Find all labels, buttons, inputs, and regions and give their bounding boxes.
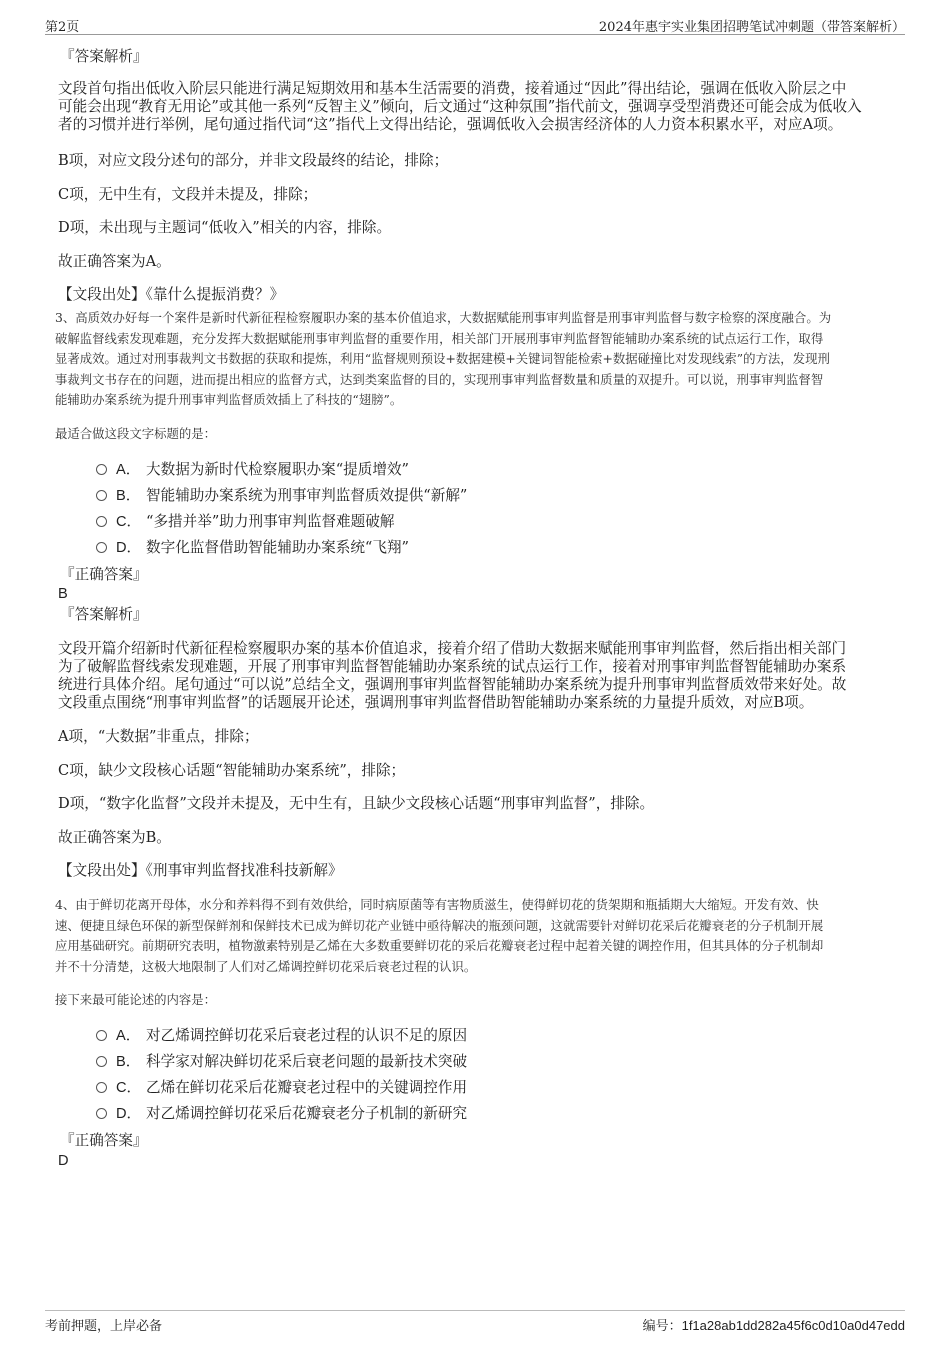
q3-option-a[interactable]: [96, 461, 409, 479]
option-text: 数字化监督借助智能辅助办案系统“飞翔”: [146, 539, 410, 556]
q3-c-note: C项，缺少文段核心话题“智能辅助办案系统”，排除；: [58, 762, 406, 779]
q3-option-c[interactable]: [96, 513, 394, 531]
q3-answer-label: 『正确答案』: [60, 566, 148, 583]
radio-icon[interactable]: [96, 1030, 107, 1041]
q3-option-b[interactable]: [96, 487, 467, 505]
option-letter: B．: [116, 488, 141, 504]
option-letter: B．: [116, 1054, 141, 1070]
q4-stem: [55, 895, 895, 977]
document-title: 2024年惠宇实业集团招聘笔试冲刺题（带答案解析）: [598, 20, 905, 35]
page-header: [45, 14, 905, 35]
q3-analysis-label: 『答案解析』: [60, 606, 148, 623]
q3-analysis-line: 文段重点围绕“刑事审判监督”的话题展开论述，强调刑事审判监督借助智能辅助办案系统的力量提升质效，对应B项。: [58, 694, 814, 711]
q4-stem-line: 应用基础研究。前期研究表明，植物激素特别是乙烯在大多数重要鲜切花的采后花瓣衰老过程中起着关键的调控作用，但其具体的分子机制却: [55, 938, 824, 953]
q3-answer: B: [58, 586, 68, 602]
q3-stem: [55, 308, 895, 411]
radio-icon[interactable]: [96, 1108, 107, 1119]
option-text: 对乙烯调控鲜切花采后花瓣衰老分子机制的新研究: [146, 1105, 468, 1122]
q3-stem-line: 显著成效。通过对刑事裁判文书数据的获取和提炼，利用“监督规则预设+数据建模+关键词智能检索+数据碰撞比对发现线索”的方法，发现刑: [55, 351, 830, 366]
q2-analysis-label: 『答案解析』: [60, 48, 148, 65]
option-letter: C．: [116, 514, 142, 530]
q3-a-note: A项，“大数据”非重点，排除；: [58, 728, 259, 745]
radio-icon[interactable]: [96, 516, 107, 527]
radio-icon[interactable]: [96, 1056, 107, 1067]
q2-analysis: [58, 80, 893, 134]
q3-analysis-line: 统进行具体介绍。尾句通过“可以说”总结全文，强调刑事审判监督智能辅助办案系统为提升刑事审判监督质效带来好处。故: [58, 676, 847, 693]
q2-b-note: B项，对应文段分述句的部分，并非文段最终的结论，排除；: [58, 152, 449, 169]
radio-icon[interactable]: [96, 542, 107, 553]
page-footer: [45, 1310, 905, 1335]
option-letter: C．: [116, 1080, 142, 1096]
option-letter: D．: [116, 1106, 142, 1122]
q4-stem-line: 速、便捷且绿色环保的新型保鲜剂和保鲜技术已成为鲜切花产业链中亟待解决的瓶颈问题，这就需要针对鲜切花采后花瓣衰老的分子机制开展: [55, 917, 824, 933]
option-letter: A．: [116, 1028, 141, 1044]
q4-option-c[interactable]: [96, 1079, 467, 1097]
q3-stem-line: 3、高质效办好每一个案件是新时代新征程检察履职办案的基本价值追求，大数据赋能刑事审判监督是刑事审判监督与数字检察的深度融合。为: [55, 310, 832, 325]
q3-analysis: [58, 640, 893, 712]
footer-id: [643, 1315, 905, 1334]
q2-analysis-line: 可能会出现“教育无用论”或其他一系列“反智主义”倾向，后文通过“这种氛围”指代前文，强调享受型消费还可能会成为低收入: [58, 98, 862, 115]
footer-id-label: 编号：: [642, 1319, 682, 1334]
q3-option-d[interactable]: [96, 539, 409, 557]
option-letter: D．: [116, 540, 142, 556]
q3-stem-line: 事裁判文书存在的问题，进而提出相应的监督方式，达到类案监督的目的，实现刑事审判监督数量和质量的双提升。可以说，刑事审判监督智: [55, 371, 824, 387]
q3-analysis-line: 为了破解监督线索发现难题，开展了刑事审判监督智能辅助办案系统的试点运行工作，接着对刑事审判监督智能辅助办案系: [58, 658, 847, 675]
q2-conclusion: 故正确答案为A。: [58, 253, 171, 270]
q4-stem-line: 并不十分清楚，这极大地限制了人们对乙烯调控鲜切花采后衰老过程的认识。: [55, 958, 477, 974]
q3-conclusion: 故正确答案为B。: [58, 829, 171, 846]
q2-c-note: C项，无中生有，文段并未提及，排除；: [58, 186, 318, 203]
footer-id-value: 1f1a28ab1dd282a45f6c0d10a0d47edd: [681, 1318, 905, 1333]
q3-stem-line: 破解监督线索发现难题，充分发挥大数据赋能刑事审判监督的重要作用，相关部门开展刑事审判监督智能辅助办案系统的试点运行工作，取得: [55, 330, 824, 346]
q2-source: 【文段出处】《靠什么提振消费？》: [58, 286, 285, 303]
option-text: “多措并举”助力刑事审判监督难题破解: [146, 513, 395, 530]
q4-stem-line: 4、由于鲜切花离开母体，水分和养料得不到有效供给，同时病原菌等有害物质滋生，使得鲜切花的货架期和瓶插期大大缩短。开发有效、快: [55, 897, 819, 912]
q4-option-b[interactable]: [96, 1053, 467, 1071]
q4-option-d[interactable]: [96, 1105, 467, 1123]
option-text: 智能辅助办案系统为刑事审判监督质效提供“新解”: [146, 487, 468, 504]
q2-d-note: D项，未出现与主题词“低收入”相关的内容，排除。: [58, 219, 392, 236]
radio-icon[interactable]: [96, 464, 107, 475]
q3-stem-line: 能辅助办案系统为提升刑事审判监督质效插上了科技的“翅膀”。: [55, 392, 403, 407]
q3-d-note: D项，“数字化监督”文段并未提及，无中生有，且缺少文段核心话题“刑事审判监督”，排除。: [58, 795, 655, 812]
q4-answer: D: [58, 1153, 69, 1169]
page-number: 第2页: [45, 20, 80, 35]
option-text: 乙烯在鲜切花采后花瓣衰老过程中的关键调控作用: [146, 1079, 468, 1096]
q4-answer-label: 『正确答案』: [60, 1132, 148, 1149]
q4-option-a[interactable]: [96, 1027, 467, 1045]
option-text: 科学家对解决鲜切花采后衰老问题的最新技术突破: [146, 1053, 468, 1070]
radio-icon[interactable]: [96, 1082, 107, 1093]
option-letter: A．: [116, 462, 141, 478]
q2-analysis-line: 文段首句指出低收入阶层只能进行满足短期效用和基本生活需要的消费，接着通过“因此”得出结论，强调在低收入阶层之中: [58, 80, 847, 97]
q3-source: 【文段出处】《刑事审判监督找准科技新解》: [58, 862, 343, 879]
option-text: 大数据为新时代检察履职办案“提质增效”: [146, 461, 410, 478]
option-text: 对乙烯调控鲜切花采后衰老过程的认识不足的原因: [146, 1027, 468, 1044]
q3-analysis-line: 文段开篇介绍新时代新征程检察履职办案的基本价值追求，接着介绍了借助大数据来赋能刑事审判监督，然后指出相关部门: [58, 640, 847, 657]
footer-slogan: 考前押题，上岸必备: [45, 1319, 163, 1334]
q4-question: 接下来最可能论述的内容是：: [55, 992, 217, 1007]
q2-analysis-line: 者的习惯并进行举例，尾句通过指代词“这”指代上文得出结论，强调低收入会损害经济体的人力资本积累水平，对应A项。: [58, 116, 843, 133]
q3-question: 最适合做这段文字标题的是：: [55, 426, 217, 441]
radio-icon[interactable]: [96, 490, 107, 501]
